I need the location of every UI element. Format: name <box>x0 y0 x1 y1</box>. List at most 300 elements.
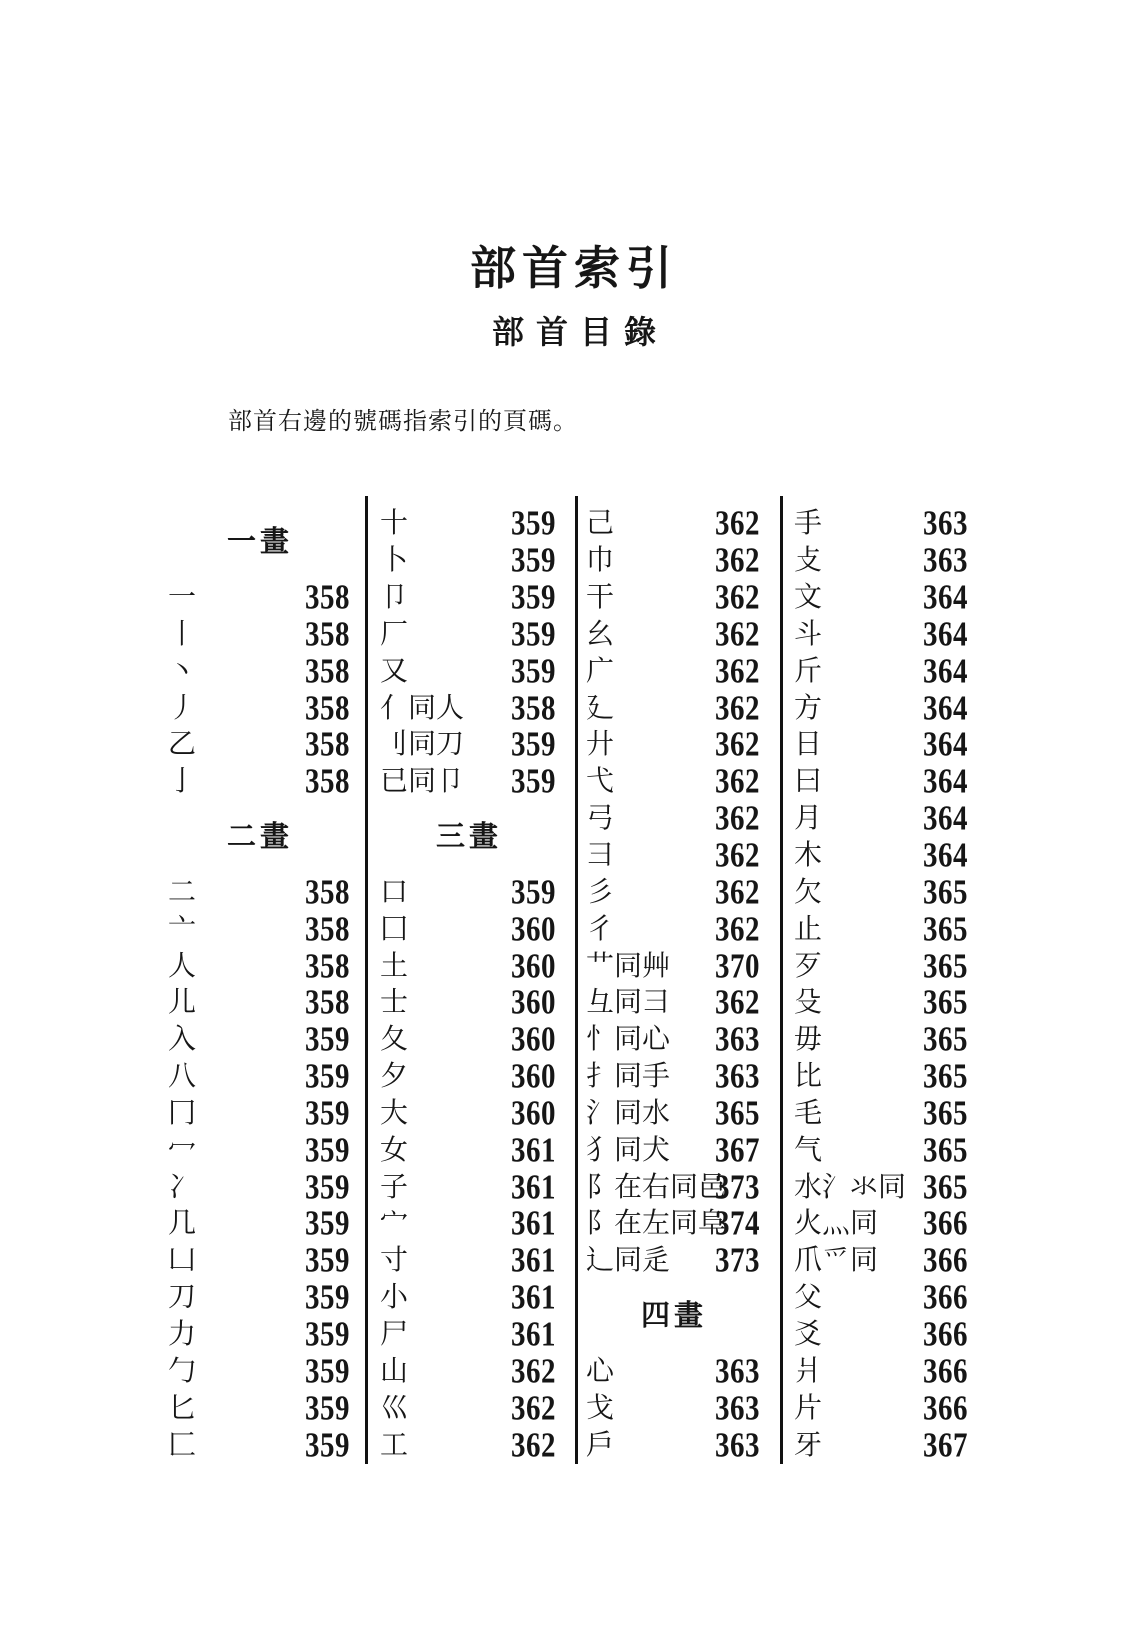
page-number: 363 <box>715 1351 760 1391</box>
radical-row <box>792 911 968 948</box>
radical-row <box>584 985 760 1022</box>
page-number: 367 <box>715 1130 760 1170</box>
page-number: 359 <box>305 1425 350 1465</box>
radical-label: 曰 <box>794 766 823 798</box>
radical-label: 工 <box>380 1429 409 1461</box>
page-number: 359 <box>511 725 556 765</box>
radical-row <box>378 911 556 948</box>
page-number: 363 <box>923 541 968 581</box>
column-divider-3 <box>780 496 783 1464</box>
radical-label: 儿 <box>168 987 197 1019</box>
stroke-count-header: 一畫 <box>226 526 293 559</box>
radical-row <box>378 764 556 801</box>
radical-label: 毋 <box>794 1024 823 1056</box>
page-number: 365 <box>923 1130 968 1170</box>
page-number: 358 <box>305 577 350 618</box>
radical-row <box>378 690 556 727</box>
radical-label: 乙 <box>168 729 197 761</box>
index-column-3 <box>584 506 760 1464</box>
page-number: 358 <box>305 651 350 691</box>
radical-label: 廴 <box>586 692 615 724</box>
page-number: 359 <box>511 504 556 544</box>
radical-label: 人 <box>168 950 197 982</box>
page-number: 358 <box>305 762 350 802</box>
radical-label: 歹 <box>794 950 823 982</box>
radical-row <box>378 874 556 911</box>
radical-label: 冂 <box>168 1097 197 1129</box>
radical-label: 片 <box>794 1392 823 1424</box>
radical-label: 丶 <box>168 655 197 687</box>
page-number: 365 <box>923 1020 968 1060</box>
radical-row <box>792 1093 968 1133</box>
radical-label: 心 <box>586 1355 615 1387</box>
radical-row <box>378 1206 556 1243</box>
radical-label: 牙 <box>794 1429 823 1461</box>
page-number: 360 <box>511 983 556 1023</box>
page-number: 362 <box>715 577 760 618</box>
radical-label: 又 <box>380 655 409 687</box>
radical-label: 斤 <box>794 655 823 687</box>
page-number: 365 <box>923 983 968 1023</box>
radical-label: 广 <box>586 655 615 687</box>
radical-row <box>378 1056 556 1096</box>
radical-row <box>584 1427 760 1464</box>
radical-row <box>378 506 556 543</box>
page-number: 362 <box>715 688 760 728</box>
page-number: 365 <box>923 946 968 986</box>
page-number: 370 <box>715 946 760 986</box>
radical-label: 已同卩 <box>380 766 465 798</box>
radical-label: 十 <box>380 508 409 540</box>
radical-row <box>584 1093 760 1133</box>
page-number: 365 <box>923 1167 968 1207</box>
page-number: 366 <box>923 1241 968 1281</box>
radical-row <box>166 1093 350 1133</box>
page-number: 373 <box>715 1167 760 1207</box>
radical-label: 艹同艸 <box>586 950 671 982</box>
page-number: 359 <box>305 1167 350 1207</box>
page-number: 363 <box>923 504 968 544</box>
index-column-4 <box>792 506 968 1464</box>
radical-row <box>166 985 350 1022</box>
page-number: 362 <box>715 835 760 875</box>
radical-label: 凵 <box>168 1245 197 1277</box>
radical-row <box>584 1390 760 1427</box>
radical-label: 彡 <box>586 876 615 908</box>
page-number: 358 <box>305 688 350 728</box>
radical-label: 女 <box>380 1134 409 1166</box>
radical-row <box>166 1280 350 1317</box>
radical-label: 扌同手 <box>586 1061 671 1093</box>
radical-row <box>166 653 350 690</box>
radical-row <box>584 1132 760 1169</box>
stroke-count-header: 四畫 <box>640 1300 707 1333</box>
radical-index-table <box>0 506 1148 1466</box>
radical-label: 子 <box>380 1171 409 1203</box>
radical-row <box>584 577 760 618</box>
radical-label: 口 <box>380 876 409 908</box>
radical-label: 亻同人 <box>380 692 465 724</box>
page-number: 373 <box>715 1241 760 1281</box>
radical-label: 戈 <box>586 1392 615 1424</box>
radical-label: 彑同彐 <box>586 987 671 1019</box>
radical-row <box>792 1243 968 1280</box>
intro-note: 部首右邊的號碼指索引的頁碼。 <box>228 409 578 435</box>
column-divider-1 <box>365 496 368 1464</box>
radical-row <box>584 506 760 543</box>
page-number: 359 <box>305 1056 350 1096</box>
page-number: 358 <box>305 946 350 986</box>
page-number: 366 <box>923 1388 968 1428</box>
page-number: 362 <box>511 1351 556 1391</box>
radical-row <box>792 985 968 1022</box>
radical-row <box>792 874 968 911</box>
radical-row <box>378 653 556 690</box>
page-number: 361 <box>511 1278 556 1318</box>
radical-row <box>584 874 760 911</box>
page-title: 部首索引 <box>470 243 678 294</box>
radical-label: 氵同水 <box>586 1097 671 1129</box>
radical-row <box>792 543 968 580</box>
radical-row <box>166 1132 350 1169</box>
radical-row <box>378 1427 556 1464</box>
page-number: 360 <box>511 946 556 986</box>
radical-label: 二 <box>168 876 197 908</box>
page-number: 362 <box>511 1388 556 1428</box>
radical-row <box>792 577 968 618</box>
radical-row <box>166 1022 350 1059</box>
radical-row <box>166 1353 350 1390</box>
radical-label: 夕 <box>380 1061 409 1093</box>
radical-row <box>792 727 968 764</box>
page-number: 359 <box>511 614 556 654</box>
radical-row <box>584 727 760 764</box>
radical-row <box>584 1206 760 1243</box>
radical-label: 亅 <box>168 766 197 798</box>
page-number: 365 <box>923 872 968 912</box>
radical-row <box>166 727 350 764</box>
radical-label: 水氵氺同 <box>794 1171 907 1203</box>
page-number: 358 <box>305 909 350 949</box>
page-number: 359 <box>511 872 556 912</box>
page-number: 365 <box>923 909 968 949</box>
page-number: 362 <box>715 762 760 802</box>
radical-label: 弋 <box>586 766 615 798</box>
radical-label: 幺 <box>586 618 615 650</box>
radical-row <box>584 835 760 875</box>
page-number: 362 <box>715 725 760 765</box>
page-number: 364 <box>923 651 968 691</box>
radical-row <box>792 1022 968 1059</box>
radical-label: 几 <box>168 1208 197 1240</box>
page-number: 364 <box>923 688 968 728</box>
page-number: 361 <box>511 1241 556 1281</box>
page-number: 364 <box>923 762 968 802</box>
radical-row <box>584 543 760 580</box>
radical-label: 冖 <box>168 1134 197 1166</box>
radical-row <box>792 1427 968 1464</box>
radical-label: 匕 <box>168 1392 197 1424</box>
page-number: 374 <box>715 1204 760 1244</box>
radical-label: 一 <box>168 582 197 614</box>
page-number: 362 <box>715 651 760 691</box>
page-number: 363 <box>715 1388 760 1428</box>
radical-label: 丨 <box>168 618 197 650</box>
radical-row <box>792 690 968 727</box>
radical-row <box>792 614 968 654</box>
page-number: 364 <box>923 577 968 618</box>
stroke-count-header: 三畫 <box>435 821 502 854</box>
radical-row <box>166 911 350 948</box>
page-number: 358 <box>305 872 350 912</box>
radical-label: 父 <box>794 1282 823 1314</box>
radical-label: 冫 <box>168 1171 197 1203</box>
radical-row <box>792 1353 968 1390</box>
page-number: 358 <box>305 725 350 765</box>
radical-label: 夂 <box>380 1024 409 1056</box>
page-number: 361 <box>511 1167 556 1207</box>
radical-label: 攴 <box>794 545 823 577</box>
page-number: 364 <box>923 614 968 654</box>
page-number: 365 <box>923 1093 968 1133</box>
radical-label: 巾 <box>586 545 615 577</box>
radical-label: 匚 <box>168 1429 197 1461</box>
radical-row <box>584 1022 760 1059</box>
radical-label: 入 <box>168 1024 197 1056</box>
radical-label: 戶 <box>586 1429 615 1461</box>
radical-label: 阝在右同邑 <box>586 1171 727 1203</box>
radical-label: 欠 <box>794 876 823 908</box>
page-number: 359 <box>305 1241 350 1281</box>
radical-row <box>166 1427 350 1464</box>
radical-label: 彳 <box>586 913 615 945</box>
page-number: 359 <box>305 1130 350 1170</box>
page-number: 362 <box>715 799 760 839</box>
radical-row <box>378 1022 556 1059</box>
page-number: 362 <box>715 541 760 581</box>
page-number: 366 <box>923 1314 968 1354</box>
radical-row <box>792 1280 968 1317</box>
radical-label: 士 <box>380 987 409 1019</box>
radical-label: 斗 <box>794 618 823 650</box>
radical-row <box>584 1169 760 1206</box>
radical-label: 亠 <box>168 913 197 945</box>
radical-row <box>584 948 760 985</box>
radical-label: 止 <box>794 913 823 945</box>
radical-label: 卜 <box>380 545 409 577</box>
radical-label: 手 <box>794 508 823 540</box>
radical-row <box>792 1206 968 1243</box>
radical-label: 阝在左同阜 <box>586 1208 727 1240</box>
index-column-1 <box>166 506 350 1464</box>
radical-row <box>792 764 968 801</box>
page-number: 358 <box>305 983 350 1023</box>
page-number: 361 <box>511 1130 556 1170</box>
radical-label: 廾 <box>586 729 615 761</box>
radical-row <box>792 1314 968 1354</box>
radical-row <box>378 1169 556 1206</box>
page-number: 366 <box>923 1278 968 1318</box>
radical-row <box>584 1243 760 1280</box>
index-column-2 <box>378 506 556 1464</box>
radical-label: 辶同辵 <box>586 1245 671 1277</box>
radical-label: 力 <box>168 1318 197 1350</box>
radical-label: 弓 <box>586 803 615 835</box>
page-number: 366 <box>923 1351 968 1391</box>
page-number: 364 <box>923 725 968 765</box>
page-number: 367 <box>923 1425 968 1465</box>
page-number: 363 <box>715 1056 760 1096</box>
radical-row <box>166 1314 350 1354</box>
radical-row <box>166 1243 350 1280</box>
page-number: 359 <box>305 1278 350 1318</box>
page-number: 359 <box>305 1093 350 1133</box>
page-number: 361 <box>511 1314 556 1354</box>
page-number: 365 <box>715 1093 760 1133</box>
radical-label: 彐 <box>586 840 615 872</box>
stroke-count-header: 二畫 <box>226 821 293 854</box>
radical-row <box>378 1243 556 1280</box>
radical-label: 寸 <box>380 1245 409 1277</box>
radical-label: 木 <box>794 840 823 872</box>
radical-row <box>792 1056 968 1096</box>
page-number: 363 <box>715 1020 760 1060</box>
radical-row <box>584 911 760 948</box>
page-number: 363 <box>715 1425 760 1465</box>
radical-label: 火灬同 <box>794 1208 879 1240</box>
radical-label: 囗 <box>380 913 409 945</box>
radical-label: 尸 <box>380 1318 409 1350</box>
page-number: 358 <box>511 688 556 728</box>
page-number: 362 <box>511 1425 556 1465</box>
radical-row <box>378 577 556 618</box>
radical-row <box>166 1169 350 1206</box>
radical-label: 卩 <box>380 582 409 614</box>
radical-row <box>378 1390 556 1427</box>
column-divider-2 <box>575 496 578 1464</box>
radical-label: 毛 <box>794 1097 823 1129</box>
radical-row <box>584 764 760 801</box>
radical-row <box>166 577 350 618</box>
radical-label: 日 <box>794 729 823 761</box>
radical-row <box>792 506 968 543</box>
radical-row <box>584 1353 760 1390</box>
page-number: 360 <box>511 1020 556 1060</box>
page-number: 359 <box>305 1388 350 1428</box>
page-number: 360 <box>511 1056 556 1096</box>
radical-label: 土 <box>380 950 409 982</box>
radical-row <box>792 801 968 838</box>
radical-row <box>792 948 968 985</box>
radical-label: 文 <box>794 582 823 614</box>
radical-row <box>378 543 556 580</box>
radical-row <box>792 1390 968 1427</box>
page-number: 359 <box>305 1204 350 1244</box>
radical-row <box>792 835 968 875</box>
radical-label: 刂同刀 <box>380 729 465 761</box>
page-number: 359 <box>305 1314 350 1354</box>
radical-row <box>166 1056 350 1096</box>
radical-row <box>166 1206 350 1243</box>
radical-row <box>166 874 350 911</box>
radical-row <box>792 1169 968 1206</box>
radical-label: 爻 <box>794 1318 823 1350</box>
page-number: 362 <box>715 872 760 912</box>
radical-row <box>378 614 556 654</box>
radical-row <box>584 653 760 690</box>
radical-label: 丿 <box>168 692 197 724</box>
radical-row <box>166 948 350 985</box>
page-number: 359 <box>305 1020 350 1060</box>
radical-row <box>166 1390 350 1427</box>
page-number: 359 <box>511 541 556 581</box>
page-number: 362 <box>715 504 760 544</box>
radical-label: 爪爫同 <box>794 1245 879 1277</box>
radical-row <box>584 614 760 654</box>
radical-label: 忄同心 <box>586 1024 671 1056</box>
page-number: 364 <box>923 799 968 839</box>
page-number: 362 <box>715 614 760 654</box>
page-number: 361 <box>511 1204 556 1244</box>
radical-row <box>166 764 350 801</box>
radical-label: 大 <box>380 1097 409 1129</box>
radical-label: 方 <box>794 692 823 724</box>
page-number: 360 <box>511 909 556 949</box>
radical-label: 勹 <box>168 1355 197 1387</box>
page-number: 362 <box>715 909 760 949</box>
radical-row <box>378 948 556 985</box>
radical-label: 小 <box>380 1282 409 1314</box>
radical-label: 刀 <box>168 1282 197 1314</box>
radical-label: 气 <box>794 1134 823 1166</box>
page-subtitle: 部首目錄 <box>491 314 668 350</box>
radical-row <box>584 801 760 838</box>
radical-label: 比 <box>794 1061 823 1093</box>
radical-row <box>378 1280 556 1317</box>
radical-row <box>378 985 556 1022</box>
radical-row <box>584 690 760 727</box>
page-number: 358 <box>305 614 350 654</box>
radical-row <box>378 1353 556 1390</box>
radical-label: 干 <box>586 582 615 614</box>
radical-row <box>166 614 350 654</box>
radical-row <box>584 1056 760 1096</box>
radical-row <box>792 653 968 690</box>
page-number: 359 <box>305 1351 350 1391</box>
page-number: 359 <box>511 651 556 691</box>
radical-row <box>792 1132 968 1169</box>
radical-row <box>166 690 350 727</box>
page-number: 364 <box>923 835 968 875</box>
radical-label: 巛 <box>380 1392 409 1424</box>
radical-label: 山 <box>380 1355 409 1387</box>
page-number: 365 <box>923 1056 968 1096</box>
radical-row <box>378 1093 556 1133</box>
page-number: 366 <box>923 1204 968 1244</box>
radical-label: 爿 <box>794 1355 823 1387</box>
radical-label: 月 <box>794 803 823 835</box>
radical-row <box>378 1314 556 1354</box>
radical-label: 八 <box>168 1061 197 1093</box>
radical-label: 殳 <box>794 987 823 1019</box>
page-number: 362 <box>715 983 760 1023</box>
page-number: 359 <box>511 762 556 802</box>
radical-label: 犭同犬 <box>586 1134 671 1166</box>
radical-row <box>378 1132 556 1169</box>
radical-label: 厂 <box>380 618 409 650</box>
radical-row <box>378 727 556 764</box>
page-number: 359 <box>511 577 556 618</box>
